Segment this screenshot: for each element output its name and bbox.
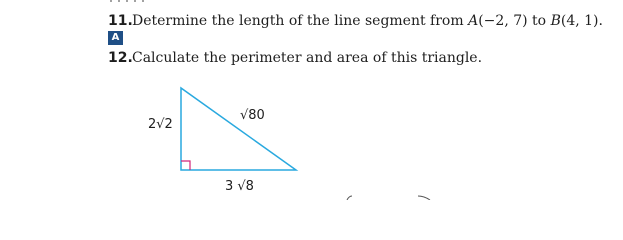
right-angle-marker	[181, 161, 190, 170]
bottom-side-label: 3 √8	[225, 179, 254, 194]
point-b-name: B	[550, 13, 561, 29]
left-side-label: 2√2	[148, 117, 173, 132]
point-a-coords: (−2, 7)	[478, 13, 528, 29]
question-11-connector: to	[527, 13, 551, 29]
triangle-outline	[181, 88, 296, 170]
level-a-badge: A	[108, 31, 123, 45]
point-b-coords: (4, 1).	[560, 13, 603, 29]
cropped-next-content	[347, 196, 430, 200]
question-11-number: 11.	[108, 13, 133, 29]
point-a-name: A	[468, 13, 479, 29]
question-12-number: 12.	[108, 50, 133, 66]
hypotenuse-label: √80	[240, 108, 265, 123]
question-12-text: Calculate the perimeter and area of this triangle.	[132, 50, 483, 66]
question-11-prefix: Determine the length of the line segment from	[132, 13, 469, 29]
